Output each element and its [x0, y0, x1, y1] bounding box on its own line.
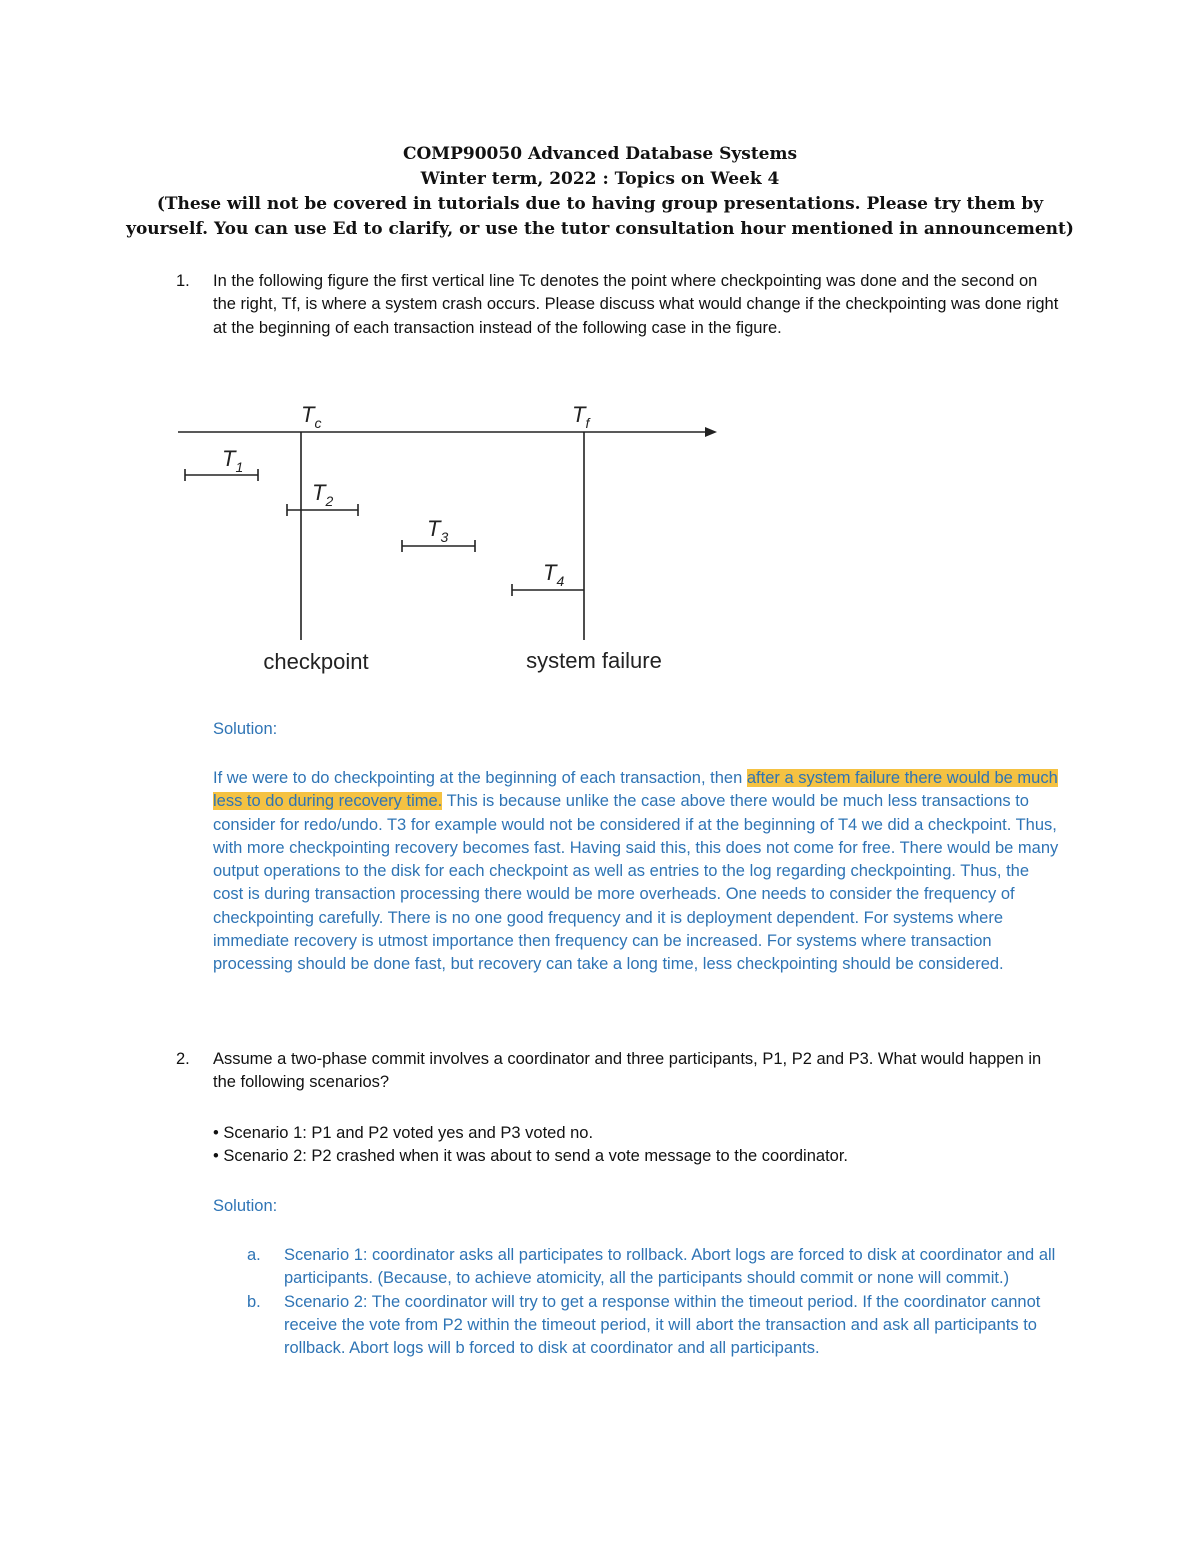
q1-solution-text [213, 767, 1063, 977]
question-1-number: 1. [176, 272, 190, 290]
q2-answer-list [247, 1244, 1067, 1360]
q2-answer-b [247, 1291, 1067, 1361]
q2-answer-b-label: b. [247, 1292, 261, 1311]
timeline-arrowhead [705, 427, 717, 437]
transaction-t3-bar [402, 540, 475, 552]
header-note-line-2: yourself. You can use Ed to clarify, or use the tutor consultation hour mentioned in announcement) [126, 219, 1074, 239]
question-2-text: Assume a two-phase commit involves a coordinator and three participants, P1, P2 and P3. What would happen in the following scenarios? [213, 1050, 1042, 1092]
failure-caption: system failure [526, 648, 662, 673]
question-1-text: In the following figure the first vertical line Tc denotes the point where checkpointing was done and the second on the right, Tf, is where a system crash occurs. Please discuss what would change if the checkpointing was done right at the beginning of each transaction instead of the following case in the figure. [213, 272, 1059, 337]
scenario-2: • Scenario 2: P2 crashed when it was about to send a vote message to the coordinator. [213, 1147, 848, 1166]
q1-solution-label: Solution: [213, 720, 278, 738]
header-note-line-1: (These will not be covered in tutorials due to having group presentations. Please try them by [156, 194, 1044, 214]
q2-answer-a-label: a. [247, 1246, 261, 1264]
q2-answer-a [247, 1244, 1067, 1291]
t4-label: $T_4$ [543, 560, 565, 589]
checkpoint-figure [170, 395, 730, 680]
scenario-1: • Scenario 1: P1 and P2 voted yes and P3 voted no. [213, 1124, 594, 1142]
transaction-t2-bar [287, 504, 358, 516]
q1-solution-body: This is because unlike the case above there would be much less transactions to consider for redo/undo. T3 for example would not be considered if at the beginning of T4 we did a checkpoint. Thus, with more checkpointing recovery becomes fast. Having said this, this does not come for free. There would be many output operations to the disk for each checkpoint as well as entries to the log regarding checkpointing. Thus, the cost is during transaction processing there would be more overheads. One needs to consider the frequency of checkpointing carefully. There is no one good frequency and it is deployment dependent. For systems where immediate recovery is utmost importance then frequency can be increased. For systems where transaction processing should be done fast, but recovery can take a long time, less checkpointing should be considered. [213, 792, 1059, 974]
course-title: COMP90050 Advanced Database Systems [402, 144, 798, 164]
scenario-list [213, 1122, 1063, 1169]
q2-answer-b-text: Scenario 2: The coordinator will try to get a response within the timeout period. If the coordinator cannot receive the vote from P2 within the timeout period, it will abort the transaction and ask all participants to rollback. Abort logs will b forced to disk at coordinator and all participants. [284, 1292, 1041, 1358]
t2-label: $T_2$ [312, 480, 334, 509]
question-2-number: 2. [176, 1050, 190, 1068]
transaction-t4-bar [512, 584, 584, 596]
term-title: Winter term, 2022 : Topics on Week 4 [420, 169, 780, 189]
tf-label: $T_f$ [572, 402, 590, 431]
document-header [120, 142, 1080, 242]
tc-label: $T_c$ [301, 402, 322, 431]
q2-solution-label: Solution: [213, 1197, 278, 1215]
t1-label: $T_1$ [222, 446, 244, 475]
q1-solution-highlight: after a system failure there would be much less to do during recovery time. [213, 769, 1058, 811]
checkpoint-caption: checkpoint [263, 649, 369, 674]
q1-solution-intro: If we were to do checkpointing at the beginning of each transaction, then [213, 769, 747, 787]
t3-label: $T_3$ [427, 516, 449, 545]
q2-answer-a-text: Scenario 1: coordinator asks all participates to rollback. Abort logs are forced to disk at coordinator and all participants. (Because, to achieve atomicity, all the participants should commit or none will commit.) [284, 1246, 1056, 1288]
